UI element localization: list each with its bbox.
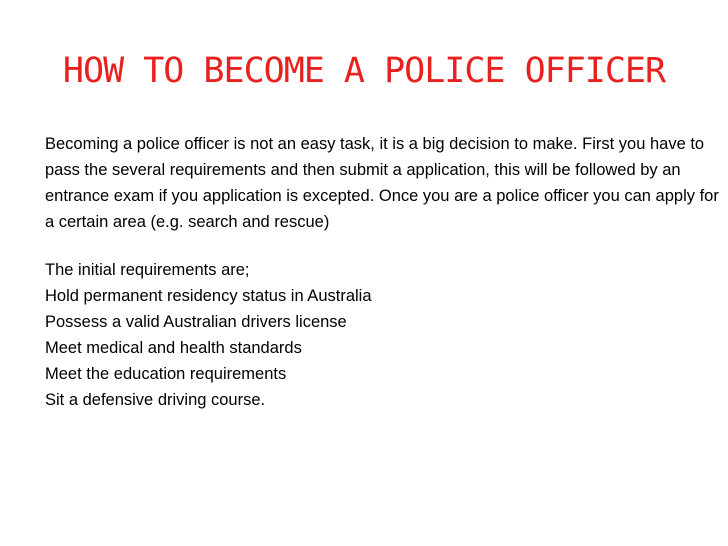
slide-body (45, 131, 720, 413)
intro-paragraph: Becoming a police officer is not an easy task, it is a big decision to make. First you have to pass the several requirements and then submit a application, this will be followed by an entrance exam if you application is excepted. Once you are a police officer you can apply for a certain area (e.g. search and rescue) (45, 135, 719, 231)
slide-title: HOW TO BECOME A POLICE OFFICER (62, 51, 666, 91)
requirement-item-license: Possess a valid Australian drivers license (45, 313, 347, 331)
requirement-item-education: Meet the education requirements (45, 365, 287, 383)
requirements-heading: The initial requirements are; (45, 261, 250, 279)
requirement-item-residency: Hold permanent residency status in Australia (45, 287, 372, 305)
requirement-item-driving-course: Sit a defensive driving course. (45, 391, 266, 409)
requirement-item-medical: Meet medical and health standards (45, 339, 302, 357)
requirements-list (45, 283, 720, 413)
